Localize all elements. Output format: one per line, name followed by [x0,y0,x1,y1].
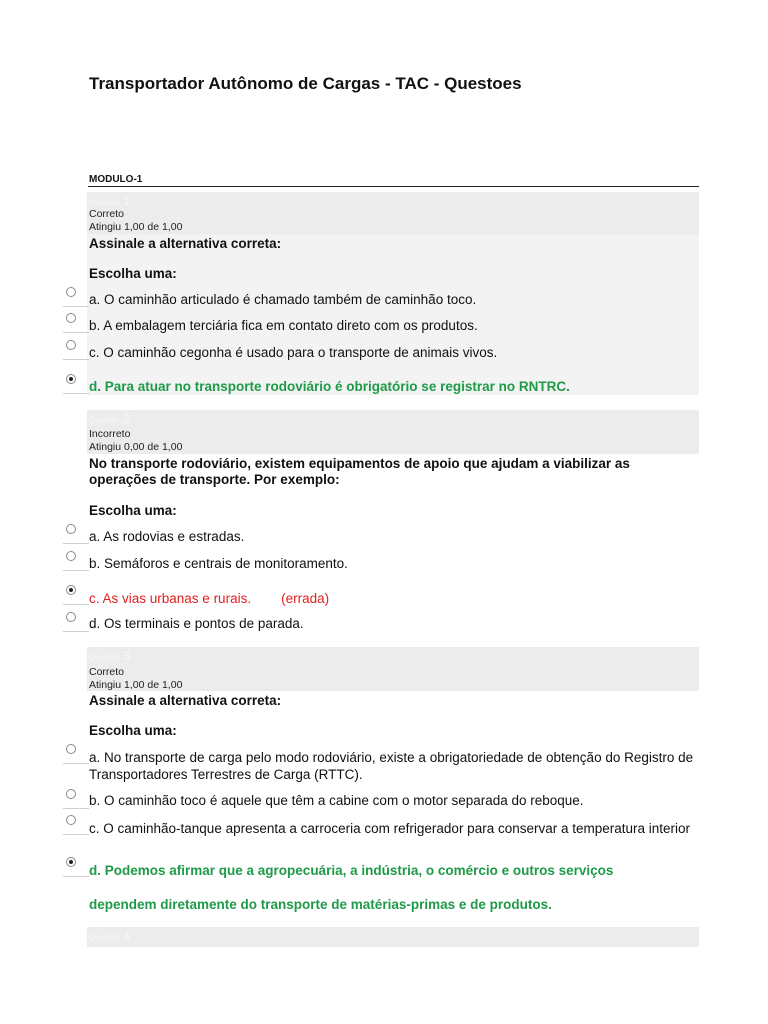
question-2-header [87,410,699,454]
question-3-option-d[interactable]: d. Podemos afirmar que a agropecuária, a indústria, o comércio e outros serviços [89,863,614,878]
question-3-option-c-radio[interactable] [66,815,76,825]
question-2-option-c-radio[interactable] [66,585,76,595]
question-4-header [87,927,699,947]
radio-underline [63,808,89,809]
radio-underline [63,306,89,307]
question-1-option-d[interactable]: d. Para atuar no transporte rodoviário é obrigatório se registrar no RNTRC. [89,379,570,394]
question-1-text: Assinale a alternativa correta: [89,236,282,251]
question-3-grade: Atingiu 1,00 de 1,00 [89,679,183,691]
question-1-body [87,234,699,395]
question-2-option-c[interactable] [89,590,694,607]
question-3-option-a-radio[interactable] [66,744,76,754]
wrong-answer-tag: (errada) [281,591,330,606]
radio-underline [63,393,89,394]
question-3-option-a[interactable]: a. No transporte de carga pelo modo rodoviário, existe a obrigatoriedade de obtenção do Registro de Transportadores Terrestres de Carga (RTTC). [89,750,694,782]
radio-underline [63,359,89,360]
question-2-option-d[interactable]: d. Os terminais e pontos de parada. [89,616,304,631]
question-1-number: Questão 1 [89,193,131,208]
question-3-text: Assinale a alternativa correta: [89,693,282,708]
radio-underline [63,543,89,544]
radio-underline [63,631,89,632]
question-3-status: Correto [89,666,125,678]
radio-underline [63,763,89,764]
question-1-choose-label: Escolha uma: [89,266,177,281]
question-1-option-c[interactable]: c. O caminhão cegonha é usado para o transporte de animais vivos. [89,345,498,360]
question-3-option-b-radio[interactable] [66,789,76,799]
module-divider [88,186,699,187]
radio-underline [63,876,89,877]
question-3-option-c[interactable]: c. O caminhão-tanque apresenta a carroceria com refrigerador para conservar a temperatura interior [89,821,691,836]
question-2-option-d-radio[interactable] [66,612,76,622]
question-2-option-c-text: c. As vias urbanas e rurais. [89,591,252,606]
question-3-header [87,647,699,691]
question-1-option-c-radio[interactable] [66,340,76,350]
question-2-text: No transporte rodoviário, existem equipamentos de apoio que ajudam a viabilizar as operações de transporte. Por exemplo: [89,456,630,487]
question-1-status: Correto [89,208,125,220]
question-1-option-b-radio[interactable] [66,313,76,323]
module-label: MODULO-1 [89,174,143,185]
question-2-option-a[interactable]: a. As rodovias e estradas. [89,529,245,544]
radio-underline [63,332,89,333]
document-title: Transportador Autônomo de Cargas - TAC - Questoes [89,74,522,93]
question-2-option-b-radio[interactable] [66,551,76,561]
question-3-option-b[interactable]: b. O caminhão toco é aquele que têm a cabine com o motor separada do reboque. [89,793,584,808]
question-2-choose-label: Escolha uma: [89,503,177,518]
question-2-option-a-radio[interactable] [66,524,76,534]
question-2-number: Questão 2 [89,411,131,426]
question-3-option-d-radio[interactable] [66,857,76,867]
question-1-grade: Atingiu 1,00 de 1,00 [89,221,183,233]
question-2-status: Incorreto [89,428,131,440]
question-3-option-d-continued: dependem diretamente do transporte de matérias-primas e de produtos. [89,897,552,912]
question-1-option-a[interactable]: a. O caminhão articulado é chamado também de caminhão toco. [89,292,477,307]
radio-underline [63,604,89,605]
question-3-choose-label: Escolha uma: [89,723,177,738]
question-1-header [87,192,699,234]
question-1-option-a-radio[interactable] [66,287,76,297]
question-2-grade: Atingiu 0,00 de 1,00 [89,441,183,453]
question-3-number: Questão 3 [89,648,131,663]
radio-underline [63,570,89,571]
question-4-number: Questão 4 [89,928,131,943]
radio-underline [63,834,89,835]
question-1-option-d-radio[interactable] [66,374,76,384]
question-2-option-b[interactable]: b. Semáforos e centrais de monitoramento. [89,556,348,571]
question-1-option-b[interactable]: b. A embalagem terciária fica em contato direto com os produtos. [89,318,478,333]
